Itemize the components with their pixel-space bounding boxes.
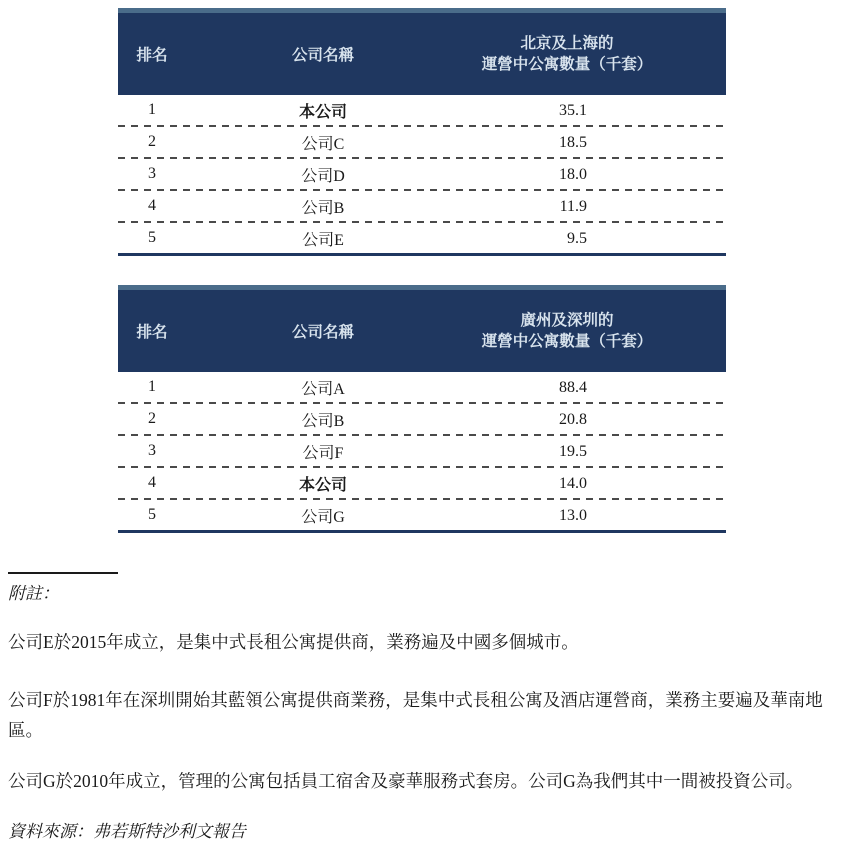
table-bottom-border (118, 253, 726, 256)
rank-cell: 4 (148, 474, 156, 491)
table-bottom-border (118, 530, 726, 533)
footnote-company-f: 公司F於1981年在深圳開始其藍領公寓提供商業務，是集中式長租公寓及酒店運營商，業務主要遍及華南地區。 (8, 690, 823, 740)
header-value-line2: 運營中公寓數量（千套） (481, 333, 653, 350)
rank-cell: 2 (148, 410, 156, 427)
ranking-table-guangzhou-shenzhen (118, 285, 726, 533)
company-cell: 本公司 (298, 103, 347, 121)
value-cell: 19.5 (559, 442, 587, 460)
table-row (118, 404, 726, 434)
company-cell: 公司B (301, 412, 345, 430)
footnote-company-g: 公司G於2010年成立，管理的公寓包括員工宿舍及豪華服務式套房。公司G為我們其中一間被投資公司。 (8, 771, 804, 791)
company-cell: 公司B (301, 199, 345, 217)
company-cell: 公司C (301, 135, 345, 153)
header-value (460, 310, 674, 352)
table-row (118, 468, 726, 498)
company-cell: 公司E (302, 231, 344, 249)
ranking-table-beijing-shanghai (118, 8, 726, 256)
rank-cell: 1 (148, 101, 156, 118)
value-cell: 18.5 (559, 133, 587, 151)
rank-cell: 1 (148, 378, 156, 395)
rank-cell: 5 (148, 506, 156, 523)
value-cell: 88.4 (559, 378, 587, 396)
table-row (118, 223, 726, 253)
footnote-rule (8, 572, 118, 574)
value-cell: 18.0 (559, 165, 587, 183)
footnote-label: 附註： (8, 584, 59, 603)
header-company: 公司名稱 (291, 324, 354, 341)
company-cell: 公司F (302, 444, 344, 462)
source-attribution: 資料來源：弗若斯特沙利文報告 (8, 822, 246, 841)
table-row (118, 127, 726, 157)
table-header-row (118, 8, 726, 95)
table-row (118, 500, 726, 530)
table-row (118, 95, 726, 125)
value-cell: 13.0 (559, 506, 587, 524)
rank-cell: 2 (148, 133, 156, 150)
header-value (460, 33, 674, 75)
value-cell: 14.0 (559, 474, 587, 492)
table-row (118, 191, 726, 221)
header-value-line1: 北京及上海的 (520, 35, 614, 52)
header-value-line1: 廣州及深圳的 (520, 312, 614, 329)
rank-cell: 3 (148, 442, 156, 459)
header-rank: 排名 (136, 47, 168, 64)
value-cell: 20.8 (559, 410, 587, 428)
company-cell: 公司A (301, 380, 345, 398)
header-value-line2: 運營中公寓數量（千套） (481, 56, 653, 73)
table-header-row (118, 285, 726, 372)
company-cell: 本公司 (298, 476, 347, 494)
value-cell: 9.5 (567, 229, 587, 247)
rank-cell: 4 (148, 197, 156, 214)
value-cell: 35.1 (559, 101, 587, 119)
table-row (118, 372, 726, 402)
company-cell: 公司D (301, 167, 345, 185)
rank-cell: 5 (148, 229, 156, 246)
table-row (118, 159, 726, 189)
footnote-company-e: 公司E於2015年成立，是集中式長租公寓提供商，業務遍及中國多個城市。 (8, 632, 579, 652)
header-rank: 排名 (136, 324, 168, 341)
header-company: 公司名稱 (291, 47, 354, 64)
rank-cell: 3 (148, 165, 156, 182)
table-row (118, 436, 726, 466)
value-cell: 11.9 (559, 197, 587, 215)
company-cell: 公司G (301, 508, 345, 526)
